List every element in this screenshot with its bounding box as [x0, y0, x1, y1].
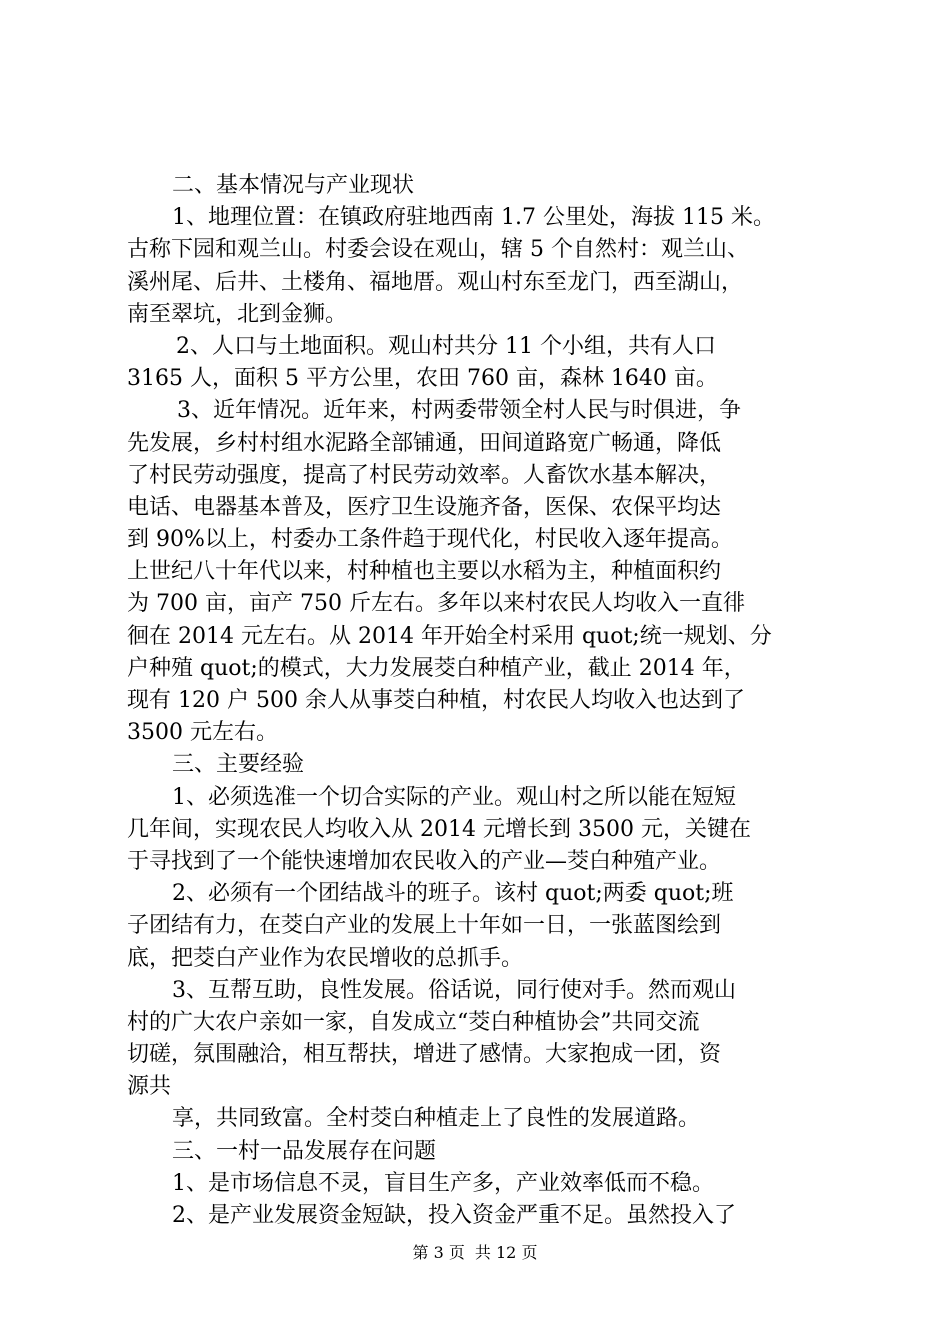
- paragraph-line: 子团结有力，在茭白产业的发展上十年如一日，一张蓝图绘到: [127, 913, 722, 939]
- paragraph-line: 3、互帮互助，良性发展。俗话说，同行使对手。然而观山: [172, 977, 736, 1003]
- paragraph-line: 现有 120 户 500 余人从事茭白种植，村农民人均收入也达到了: [127, 688, 745, 713]
- paragraph-line: 上世纪八十年代以来，村种植也主要以水稻为主，种植面积约: [127, 559, 722, 585]
- section-heading: 二、基本情况与产业现状: [172, 173, 415, 198]
- paragraph-line: 到 90%以上，村委办工条件趋于现代化，村民收入逐年提高。: [127, 527, 733, 553]
- paragraph-line: 3、近年情况。近年来，村两委带领全村人民与时俱进，争: [177, 398, 741, 424]
- paragraph-line: 享，共同致富。全村茭白种植走上了良性的发展道路。: [172, 1106, 701, 1132]
- paragraph-line: 1、是市场信息不灵，盲目生产多，产业效率低而不稳。: [172, 1170, 714, 1196]
- paragraph-line: 3165 人，面积 5 平方公里，农田 760 亩，森林 1640 亩。: [127, 366, 718, 392]
- paragraph-line: 南至翠坑，北到金狮。: [127, 301, 348, 327]
- section-heading: 三、主要经验: [172, 752, 305, 778]
- paragraph-line: 几年间，实现农民人均收入从 2014 元增长到 3500 元，关键在: [127, 816, 751, 842]
- paragraph-line: 源共: [127, 1074, 172, 1100]
- document-body: [127, 170, 827, 1232]
- paragraph-line: 为 700 亩，亩产 750 斤左右。多年以来村农民人均收入一直徘: [127, 591, 745, 617]
- paragraph-line: 了村民劳动强度，提高了村民劳动效率。人畜饮水基本解决，: [127, 462, 722, 488]
- paragraph-line: 村的广大农户亲如一家，自发成立“茭白种植协会”共同交流: [127, 1009, 700, 1035]
- page-footer: [0, 1243, 950, 1263]
- paragraph-line: 底，把茭白产业作为农民增收的总抓手。: [127, 945, 524, 971]
- section-heading: 三、一村一品发展存在问题: [172, 1138, 437, 1164]
- paragraph-line: 2、是产业发展资金短缺，投入资金严重不足。虽然投入了: [172, 1203, 736, 1228]
- paragraph-line: 溪州尾、后井、土楼角、福地厝。观山村东至龙门，西至湖山，: [127, 269, 744, 295]
- paragraph-line: 户种殖 quot;的模式，大力发展茭白种植产业，截止 2014 年，: [127, 655, 746, 681]
- paragraph-line: 古称下园和观兰山。村委会设在观山，辖 5 个自然村：观兰山、: [127, 237, 749, 263]
- paragraph-line: 于寻找到了一个能快速增加农民收入的产业—茭白种殖产业。: [127, 848, 722, 874]
- page-total: 共 12 页: [474, 1243, 538, 1262]
- paragraph-line: 徊在 2014 元左右。从 2014 年开始全村采用 quot;统一规划、分: [127, 623, 772, 649]
- paragraph-line: 2、人口与土地面积。观山村共分 11 个小组，共有人口: [176, 333, 716, 359]
- paragraph-line: 2、必须有一个团结战斗的班子。该村 quot;两委 quot;班: [172, 881, 734, 907]
- paragraph-line: 1、地理位置：在镇政府驻地西南 1.7 公里处，海拔 115 米。: [172, 205, 775, 231]
- paragraph-line: 切磋，氛围融洽，相互帮扶，增进了感情。大家抱成一团，资: [127, 1042, 722, 1068]
- paragraph-line: 3500 元左右。: [127, 720, 278, 746]
- paragraph-line: 先发展，乡村村组水泥路全部铺通，田间道路宽广畅通，降低: [127, 430, 722, 456]
- paragraph-line: 电话、电器基本普及，医疗卫生设施齐备，医保、农保平均达: [127, 494, 722, 520]
- page-number: 第 3 页: [412, 1243, 465, 1262]
- paragraph-line: 1、必须选准一个切合实际的产业。观山村之所以能在短短: [172, 784, 736, 810]
